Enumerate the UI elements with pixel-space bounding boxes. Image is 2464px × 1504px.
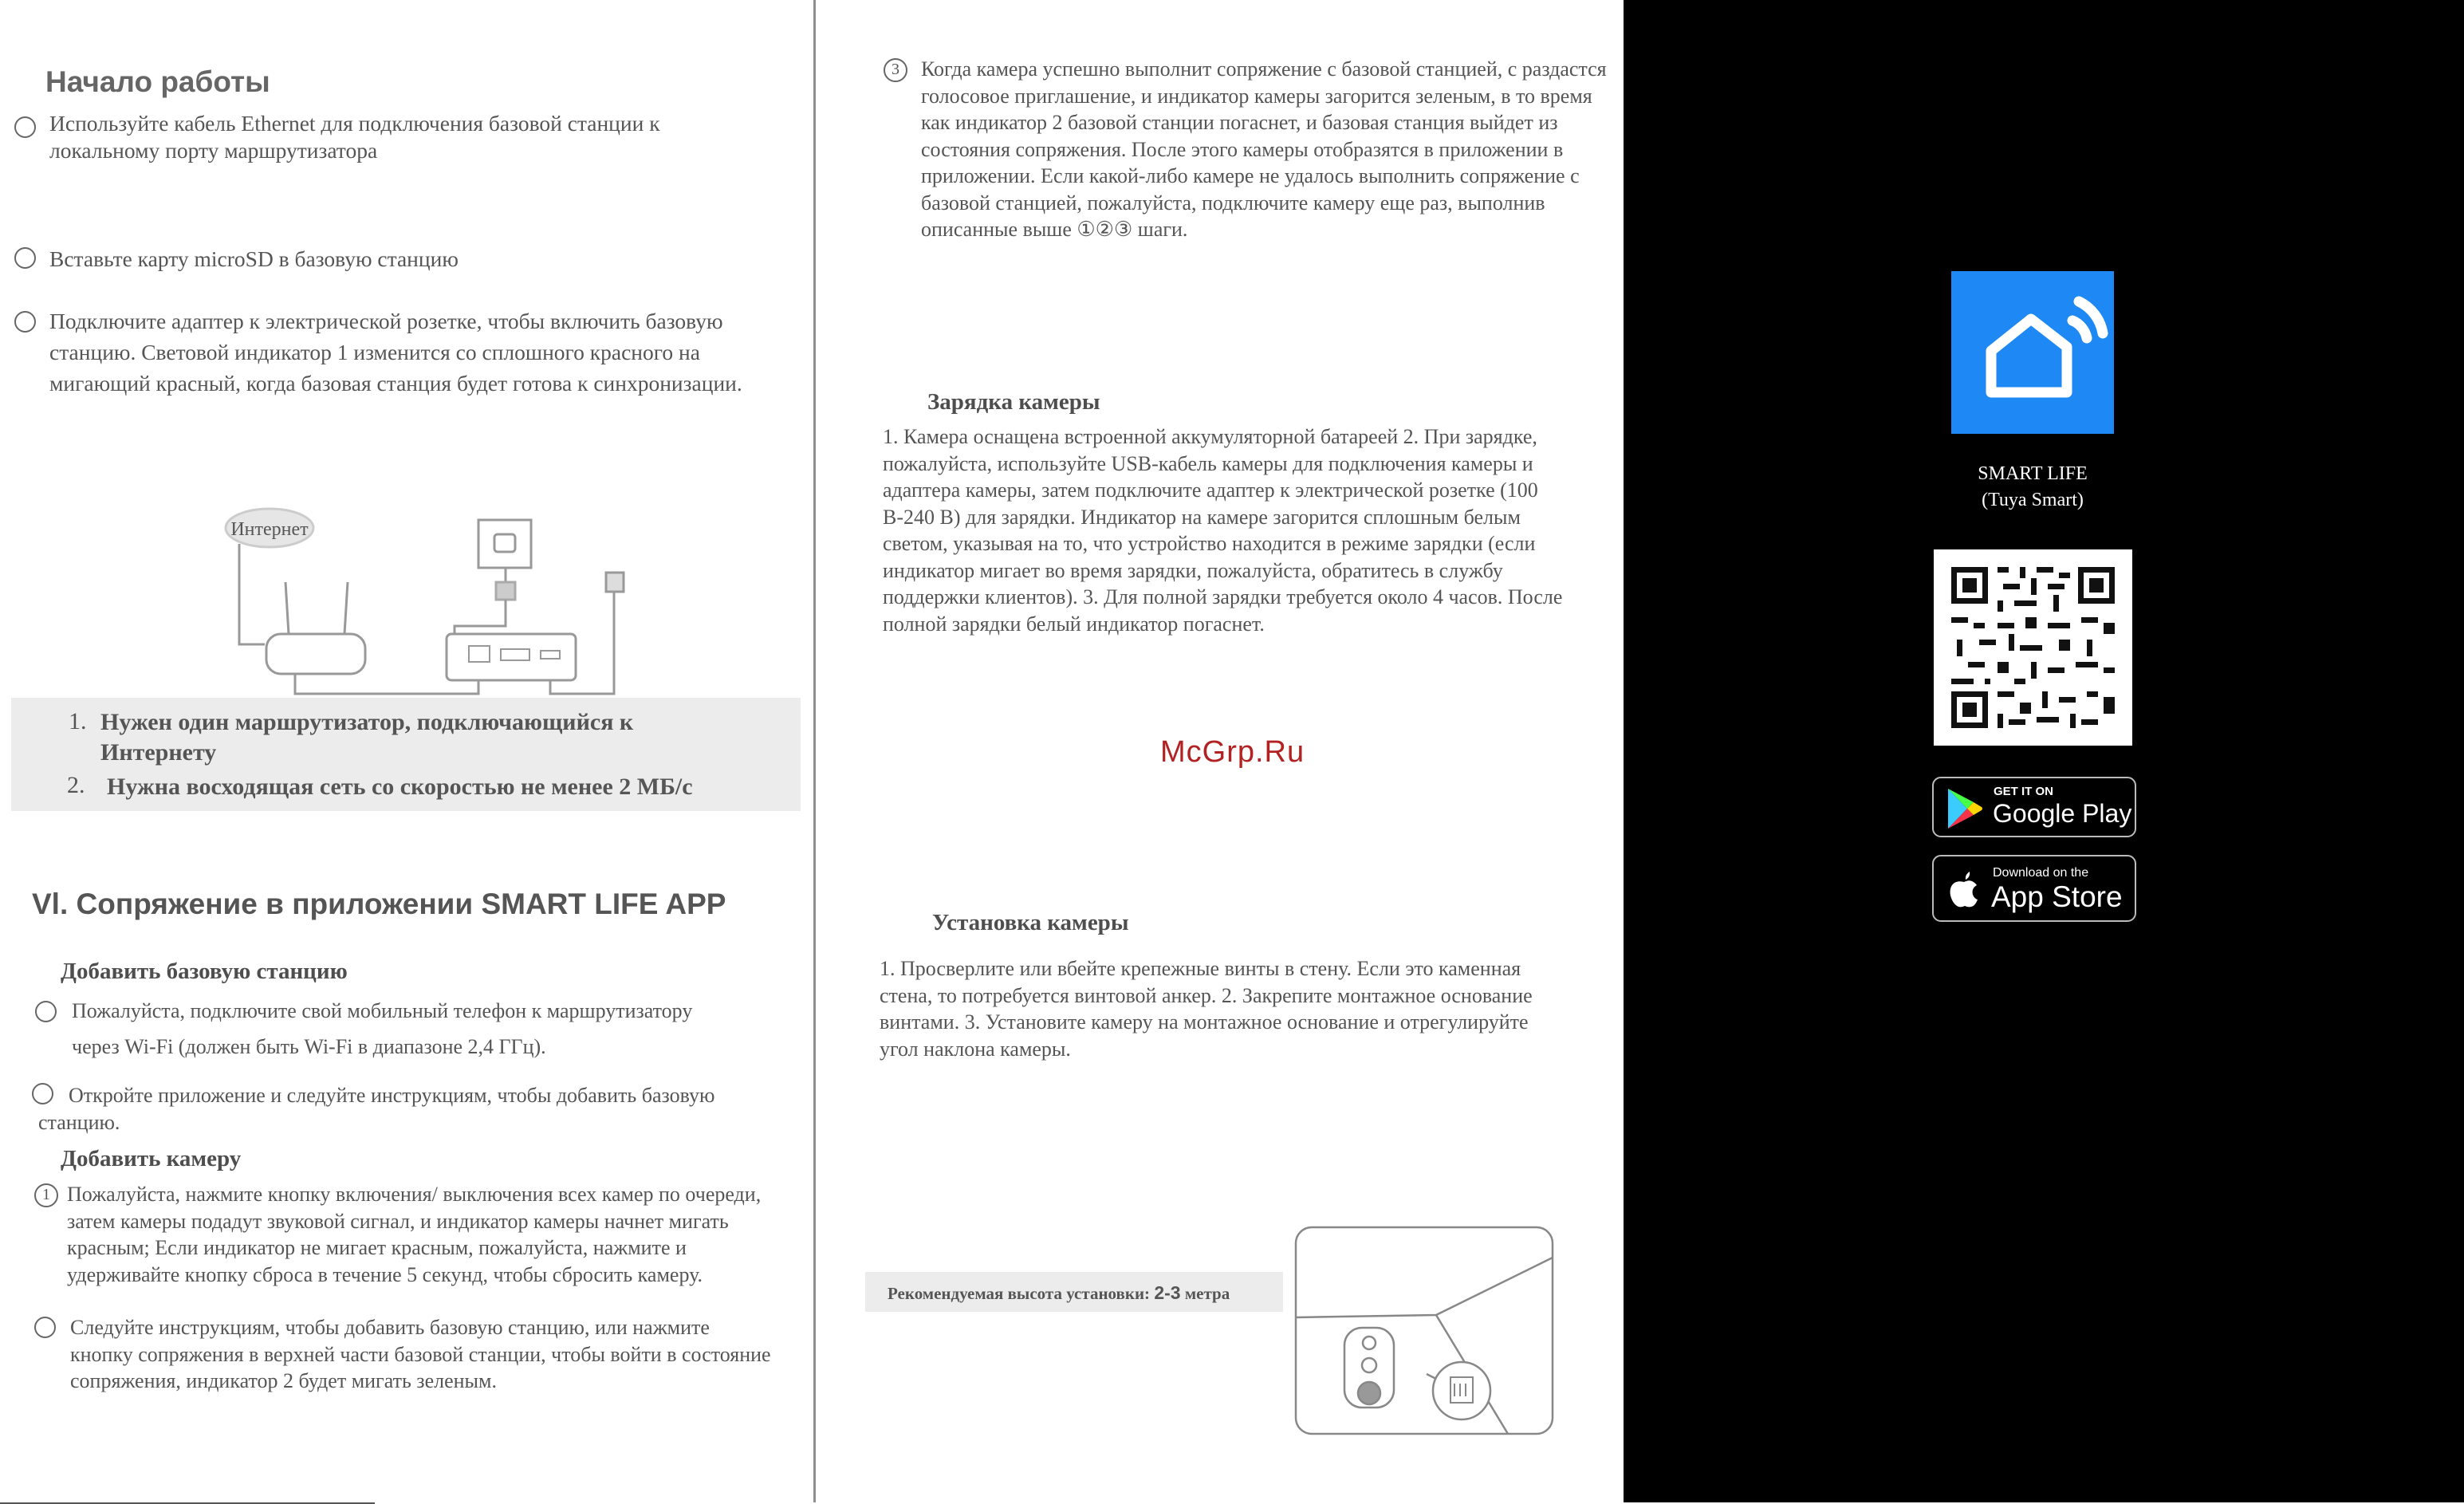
req2-num: 2. bbox=[67, 772, 85, 798]
height-value: 2-3 bbox=[1154, 1282, 1181, 1303]
app-name: SMART LIFE bbox=[1978, 463, 2088, 484]
cam-step1: Пожалуйста, нажмите кнопку включения/ выключения всех камер по очереди, затем камеры подадут звуковой сигнал, и индикатор камеры начнет мигать красным; Если индикатор не мигает красным, пожалуйста, нажмите и удерживайте кнопку сброса в течение 5 секунд, чтобы сбросить камеру. bbox=[67, 1183, 762, 1286]
height-label: Рекомендуемая высота установки: bbox=[888, 1284, 1151, 1303]
step-number-1: 1 bbox=[34, 1183, 58, 1207]
add-base-title: Добавить базовую станцию bbox=[61, 959, 348, 984]
req1-num: 1. bbox=[69, 708, 87, 734]
charging-title: Зарядка камеры bbox=[927, 389, 1100, 415]
google-play-icon bbox=[1945, 786, 1985, 831]
watermark: McGrp.Ru bbox=[1160, 735, 1305, 769]
step3-text: Подключите адаптер к электрической розетке, чтобы включить базовую станцию. Световой индикатор 1 изменится со сплошного красного на мигающий красный, когда базовая станция будет готова к синхронизации. bbox=[49, 309, 742, 396]
qr-pattern bbox=[1934, 549, 2132, 746]
req2-text: Нужна восходящая сеть со скоростью не менее 2 МБ/с bbox=[107, 774, 693, 800]
getting-started-title: Начало работы bbox=[45, 65, 270, 98]
google-play-button[interactable] bbox=[1932, 777, 2136, 837]
add-base-step1-line2: через Wi-Fi (должен быть Wi-Fi в диапазоне 2,4 ГГц). bbox=[72, 1035, 546, 1058]
cam-step2: Следуйте инструкциям, чтобы добавить базовую станцию, или нажмите кнопку сопряжения в верхней части базовой станции, чтобы войти в состояние сопряжения, индикатор 2 будет мигать зеленым. bbox=[70, 1316, 771, 1392]
power-adapter bbox=[496, 582, 515, 600]
cam-step3: Когда камера успешно выполнит сопряжение с базовой станцией, с раздастся голосовое приглашение, и индикатор камеры загорится зеленым, в то время как индикатор 2 базовой станции погаснет, и базовая станция выйдет из состояния сопряжения. После этого камеры отобразятся в приложении в приложении. Если какой-либо камере не удалось выполнить сопряжение с базовой станцией, пожалуйста, подключите камеру еще раз, выполнив описанные выше ①②③ шаги. bbox=[921, 57, 1607, 241]
router-antenna bbox=[344, 582, 348, 634]
mount-detail bbox=[1433, 1362, 1490, 1419]
req1-text: Нужен один маршрутизатор, подключающийся к Интернету bbox=[100, 709, 634, 766]
height-note bbox=[888, 1282, 1230, 1304]
router bbox=[266, 634, 365, 674]
router-antenna bbox=[285, 582, 289, 634]
internet-cable bbox=[239, 544, 265, 644]
step2-text: Вставьте карту microSD в базовую станцию bbox=[49, 246, 459, 271]
app-panel bbox=[1624, 0, 2464, 1502]
add-camera-title: Добавить камеру bbox=[61, 1146, 242, 1171]
wall-socket bbox=[478, 520, 531, 568]
google-play-small: GET IT ON bbox=[1994, 785, 2053, 798]
step-circle bbox=[14, 247, 36, 269]
height-unit: метра bbox=[1184, 1284, 1230, 1303]
add-base-step2: Откройте приложение и следуйте инструкциям, чтобы добавить базовую станцию. bbox=[38, 1084, 715, 1134]
sd-card bbox=[606, 573, 624, 592]
app-store-button[interactable] bbox=[1932, 855, 2136, 922]
installation-text: 1. Просверлите или вбейте крепежные винты в стену. Если это каменная стена, то потребуется винтовой анкер. 2. Закрепите монтажное основание винтами. 3. Установите камеру на монтажное основание и отрегулируйте угол наклона камеры. bbox=[880, 957, 1533, 1061]
step1-text: Используйте кабель Ethernet для подключения базовой станции к локальному порту маршрутизатора bbox=[49, 111, 660, 163]
app-store-big: App Store bbox=[1991, 880, 2123, 913]
step-circle bbox=[14, 116, 36, 138]
connection-diagram bbox=[215, 502, 646, 702]
left-panel bbox=[0, 0, 813, 1502]
step-circle bbox=[14, 311, 36, 333]
step-circle bbox=[34, 1317, 56, 1338]
app-store-small: Download on the bbox=[1993, 866, 2089, 880]
step-circle bbox=[35, 1001, 57, 1022]
charging-text: 1. Камера оснащена встроенной аккумуляторной батареей 2. При зарядке, пожалуйста, используйте USB-кабель камеры для подключения камеры и адаптера камеры, затем подключите адаптер к электрической розетке (100 В-240 В) для зарядки. Индикатор на камере загорится сплошным белым светом, указывая на то, что устройство находится в режиме зарядки (если индикатор мигает во время зарядки, пожалуйста, обратитесь в службу поддержки клиентов). 3. Для полной зарядки требуется около 4 часов. После полной зарядки белый индикатор погаснет. bbox=[883, 425, 1563, 636]
internet-label: Интернет bbox=[230, 519, 309, 540]
installation-illustration bbox=[1293, 1226, 1556, 1437]
power-cable bbox=[455, 600, 506, 634]
apple-icon bbox=[1948, 869, 1980, 909]
installation-title: Установка камеры bbox=[932, 910, 1129, 935]
google-play-big: Google Play bbox=[1993, 799, 2132, 828]
pairing-title: Vl. Сопряжение в приложении SMART LIFE APP bbox=[32, 888, 726, 920]
add-base-step1-line1: Пожалуйста, подключите свой мобильный телефон к маршрутизатору bbox=[72, 999, 693, 1022]
home-wifi-icon bbox=[1951, 271, 2114, 434]
step-number-3: 3 bbox=[884, 58, 907, 82]
middle-panel bbox=[813, 0, 1628, 1502]
qr-code[interactable] bbox=[1934, 549, 2132, 746]
base-station bbox=[447, 634, 576, 680]
smart-life-app-icon bbox=[1951, 271, 2114, 434]
app-subtitle: (Tuya Smart) bbox=[1982, 490, 2084, 510]
